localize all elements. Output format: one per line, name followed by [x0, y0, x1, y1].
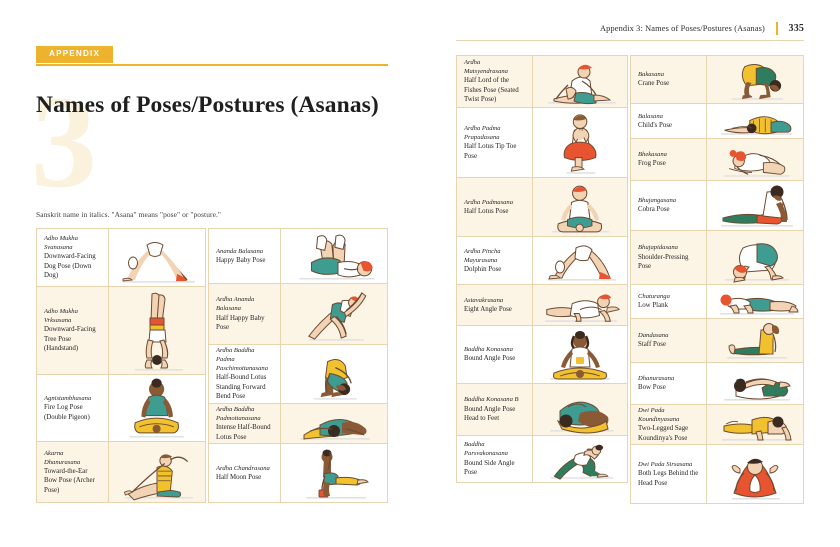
table-row	[631, 285, 803, 319]
pose-english-name: Two-Legged Sage Koundinya's Pose	[638, 425, 689, 442]
pose-name-cell	[631, 319, 707, 362]
pose-english-name: Toward-the-Ear Bow Pose (Archer Pose)	[44, 467, 95, 494]
pose-sanskrit-name: Adho Mukha Svanasana	[44, 235, 78, 252]
table-row	[209, 444, 387, 502]
pose-name-cell	[37, 375, 109, 441]
table-row	[457, 285, 627, 326]
right-page	[420, 0, 840, 547]
table-row	[457, 326, 627, 384]
pose-english-name: Cobra Pose	[638, 206, 670, 214]
pose-table-right-column-1	[456, 55, 628, 483]
pose-name-cell	[37, 287, 109, 374]
running-head	[600, 22, 804, 35]
pose-english-name: Bound Angle Pose	[464, 355, 516, 363]
staff-figure	[707, 319, 803, 362]
pose-sanskrit-name: Ardha Padma Prapadasana	[464, 124, 501, 141]
table-row	[631, 319, 803, 363]
appendix-label: APPENDIX	[36, 46, 113, 63]
dolphin-figure	[533, 237, 627, 284]
pose-name-cell	[457, 56, 533, 107]
pose-english-name: Half Happy Baby Pose	[216, 314, 265, 332]
pose-english-name: Shoulder-Pressing Pose	[638, 253, 689, 271]
pose-table-right-column-2	[630, 55, 804, 504]
pose-sanskrit-name: Bakasana	[638, 71, 665, 79]
pose-english-name: Half Moon Pose	[216, 473, 262, 481]
pose-sanskrit-name: Ananda Balasana	[216, 247, 264, 255]
pose-sanskrit-name: Dwi Pada Sirsasana	[638, 460, 693, 468]
pose-english-name: Frog Pose	[638, 160, 666, 168]
pose-english-name: Staff Pose	[638, 341, 667, 349]
childs-pose-figure	[707, 104, 803, 138]
table-row	[631, 231, 803, 285]
table-row	[457, 237, 627, 285]
table-row	[631, 445, 803, 503]
cobra-figure	[707, 181, 803, 230]
pose-sanskrit-name: Bhekasana	[638, 151, 667, 159]
pose-english-name: Intense Half-Bound Lotus Pose	[216, 424, 271, 441]
legs-behind-head-figure	[707, 445, 803, 503]
two-legged-sage-figure	[707, 405, 803, 444]
low-plank-figure	[707, 285, 803, 318]
happy-baby-figure	[281, 229, 387, 283]
pose-sanskrit-name: Bhujangasana	[638, 197, 677, 205]
pose-sanskrit-name: Astavakrasana	[464, 296, 504, 304]
pose-name-cell	[631, 104, 707, 138]
pose-name-cell	[457, 108, 533, 177]
table-row	[37, 375, 205, 442]
pose-sanskrit-name: Dandasana	[638, 332, 669, 340]
pose-sanskrit-name: Ardha Baddha Padmottanasana	[216, 405, 261, 422]
pose-english-name: Half Lotus Pose	[464, 207, 509, 215]
pose-english-name: Dolphin Pose	[464, 265, 502, 273]
table-row	[631, 104, 803, 139]
table-row	[631, 363, 803, 405]
page-title: Names of Poses/Postures (Asanas)	[36, 91, 379, 118]
table-row	[37, 442, 205, 502]
pose-sanskrit-name: Agnistambhasana	[44, 394, 92, 402]
pose-english-name: Eight Angle Pose	[464, 305, 512, 313]
running-head-text: Appendix 3: Names of Poses/Postures (Asanas)	[600, 24, 765, 33]
page-number: 335	[788, 23, 804, 34]
half-bound-lotus-forward-bend-figure	[281, 345, 387, 403]
handstand-figure	[109, 287, 205, 374]
pose-sanskrit-name: Baddha Konasana	[464, 346, 513, 354]
half-lotus-tiptoe-figure	[533, 108, 627, 177]
pose-name-cell	[457, 237, 533, 284]
bound-side-angle-figure	[533, 436, 627, 482]
table-row	[457, 56, 627, 108]
pose-sanskrit-name: Balasana	[638, 112, 663, 120]
pose-sanskrit-name: Ardha Matsyendrasana	[464, 59, 508, 76]
header-rule	[456, 40, 804, 41]
pose-name-cell	[209, 444, 281, 502]
table-row	[457, 178, 627, 237]
bound-angle-figure	[533, 326, 627, 383]
downward-dog-figure	[109, 229, 205, 286]
pose-name-cell	[631, 56, 707, 103]
pose-sanskrit-name: Akarna Dhanurasana	[44, 449, 81, 466]
pose-english-name: Downward-Facing Tree Pose (Handstand)	[44, 326, 96, 353]
pose-name-cell	[37, 229, 109, 286]
shoulder-pressing-figure	[707, 231, 803, 284]
seated-twist-figure	[533, 56, 627, 107]
pose-english-name: Bow Pose	[638, 384, 666, 392]
pose-table-left-column-1	[36, 228, 206, 503]
pose-name-cell	[209, 345, 281, 403]
pose-english-name: Crane Pose	[638, 80, 670, 88]
pose-english-name: Half-Bound Lotus Standing Forward Bend Pose	[216, 374, 267, 401]
table-row	[209, 229, 387, 284]
table-row	[37, 287, 205, 375]
table-row	[37, 229, 205, 287]
table-row	[209, 284, 387, 345]
pose-name-cell	[631, 285, 707, 318]
pose-sanskrit-name: Ardha Baddha Padma Paschimottanasana	[216, 347, 269, 373]
half-happy-baby-figure	[281, 284, 387, 344]
pose-sanskrit-name: Baddha Parsvakonasana	[464, 441, 508, 458]
bound-angle-head-to-feet-figure	[533, 384, 627, 435]
pose-name-cell	[209, 229, 281, 283]
pose-sanskrit-name: Ardha Pincha Mayurasana	[464, 247, 501, 264]
appendix-rule	[36, 64, 388, 66]
pose-sanskrit-name: Ardha Padmasana	[464, 198, 514, 206]
archer-figure	[109, 442, 205, 502]
table-row	[457, 108, 627, 178]
pose-english-name: Child's Pose	[638, 121, 672, 129]
fire-log-figure	[109, 375, 205, 441]
pose-name-cell	[457, 436, 533, 482]
table-row	[631, 56, 803, 104]
bow-figure	[707, 363, 803, 404]
pose-english-name: Bound Angle Pose Head to Feet	[464, 405, 516, 423]
pose-name-cell	[631, 139, 707, 180]
pose-english-name: Both Legs Behind the Head Pose	[638, 470, 699, 487]
pose-name-cell	[457, 285, 533, 325]
pose-name-cell	[631, 405, 707, 444]
table-row	[209, 345, 387, 404]
pose-english-name: Half Lotus Tip Toe Pose	[464, 143, 517, 160]
table-row	[457, 384, 627, 436]
pose-name-cell	[457, 178, 533, 236]
pose-name-cell	[631, 445, 707, 503]
half-moon-figure	[281, 444, 387, 502]
pose-sanskrit-name: Dhanurasana	[638, 375, 675, 383]
table-row	[631, 181, 803, 231]
table-row	[631, 405, 803, 445]
crane-figure	[707, 56, 803, 103]
sanskrit-note: Sanskrit name in italics. "Asana" means "pose" or "posture."	[36, 210, 222, 219]
pose-english-name: Bound Side Angle Pose	[464, 459, 515, 477]
eight-angle-figure	[533, 285, 627, 325]
pose-name-cell	[37, 442, 109, 502]
frog-figure	[707, 139, 803, 180]
pose-english-name: Downward-Facing Dog Pose (Down Dog)	[44, 253, 96, 280]
pose-name-cell	[631, 231, 707, 284]
pose-sanskrit-name: Adho Mukha Vrksasana	[44, 308, 78, 325]
pose-english-name: Half Lord of the Fishes Pose (Seated Twist Pose)	[464, 77, 519, 104]
pose-sanskrit-name: Ardha Ananda Balasana	[216, 296, 255, 313]
table-row	[209, 404, 387, 444]
table-row	[457, 436, 627, 482]
pose-name-cell	[631, 181, 707, 230]
pose-english-name: Low Plank	[638, 302, 669, 310]
pose-name-cell	[631, 363, 707, 404]
pose-name-cell	[209, 284, 281, 344]
pose-sanskrit-name: Bhujapidasana	[638, 244, 678, 252]
intense-half-bound-lotus-figure	[281, 404, 387, 443]
pose-name-cell	[457, 384, 533, 435]
pose-sanskrit-name: Ardha Chandrasana	[216, 464, 270, 472]
pose-sanskrit-name: Dwi Pada Koundinyasana	[638, 406, 680, 423]
table-row	[631, 139, 803, 181]
pose-name-cell	[209, 404, 281, 443]
pose-english-name: Happy Baby Pose	[216, 256, 266, 264]
pose-sanskrit-name: Chaturanga	[638, 293, 670, 301]
pose-english-name: Fire Log Pose (Double Pigeon)	[44, 404, 90, 421]
half-lotus-figure	[533, 178, 627, 236]
appendix-badge	[36, 46, 388, 66]
pose-table-left-column-2	[208, 228, 388, 503]
appendix-number-watermark: 3	[31, 68, 97, 215]
pose-name-cell	[457, 326, 533, 383]
pose-sanskrit-name: Baddha Konasana B	[464, 396, 519, 404]
